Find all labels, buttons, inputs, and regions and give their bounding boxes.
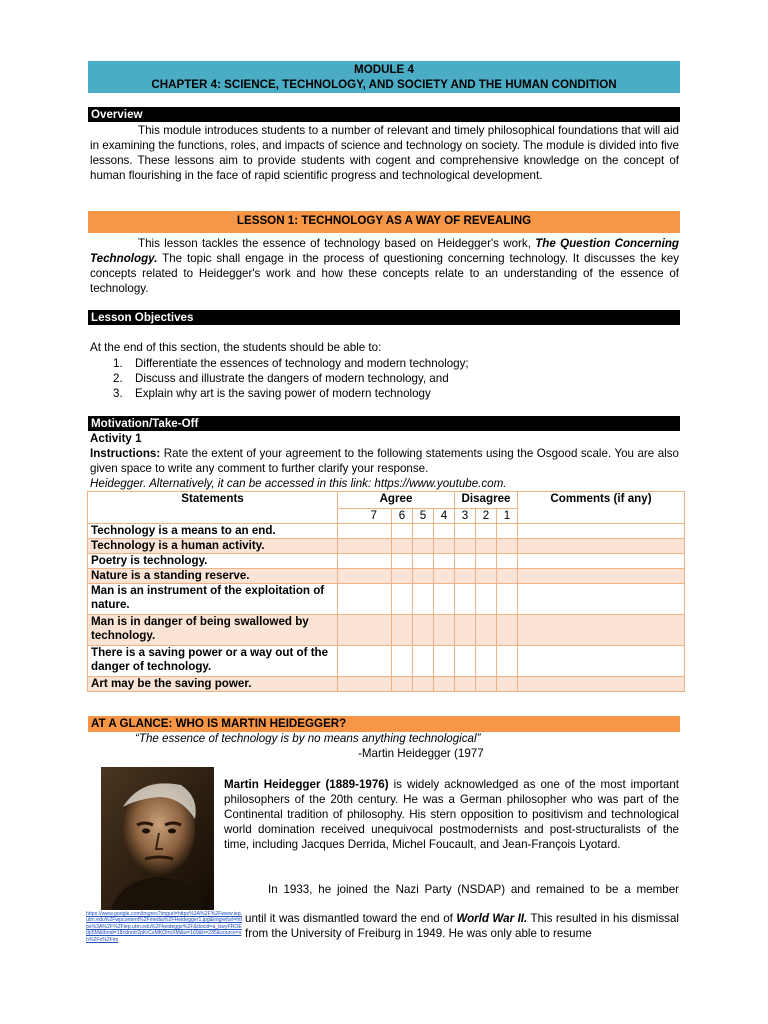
rating-cell[interactable] xyxy=(413,554,434,569)
rating-cell[interactable] xyxy=(434,677,455,692)
rating-cell[interactable] xyxy=(338,569,392,584)
rating-cell[interactable] xyxy=(338,584,392,615)
statement-cell: Man is an instrument of the exploitation of nature. xyxy=(88,584,338,615)
table-row xyxy=(88,554,685,569)
lesson1-heading: LESSON 1: TECHNOLOGY AS A WAY OF REVEALING xyxy=(88,211,680,233)
header-agree: Agree xyxy=(338,492,455,509)
lesson1-intro-text-cont: The topic shall engage in the process of questioning concerning technology. It discusses the key concepts related to Heidegger's work and how these concepts relate to an understanding of the essence of technology. xyxy=(90,252,679,295)
rating-cell[interactable] xyxy=(392,615,413,646)
rating-cell[interactable] xyxy=(455,677,476,692)
rating-cell[interactable] xyxy=(497,615,518,646)
rating-cell[interactable] xyxy=(497,539,518,554)
rating-cell[interactable] xyxy=(497,569,518,584)
statement-cell: Technology is a means to an end. xyxy=(88,524,338,539)
rating-cell[interactable] xyxy=(392,569,413,584)
rating-cell[interactable] xyxy=(338,524,392,539)
rating-cell[interactable] xyxy=(476,539,497,554)
rating-cell[interactable] xyxy=(434,569,455,584)
rating-cell[interactable] xyxy=(413,615,434,646)
scale-value: 3 xyxy=(455,509,476,524)
lesson1-intro-text: This lesson tackles the essence of technology based on Heidegger's work, xyxy=(138,237,536,250)
lesson1-intro xyxy=(90,236,679,296)
statement-cell: Art may be the saving power. xyxy=(88,677,338,692)
rating-cell[interactable] xyxy=(497,584,518,615)
statement-cell: Man is in danger of being swallowed by technology. xyxy=(88,615,338,646)
scale-value: 6 xyxy=(392,509,413,524)
header-statements: Statements xyxy=(88,492,338,524)
rating-cell[interactable] xyxy=(413,524,434,539)
rating-cell[interactable] xyxy=(497,646,518,677)
objectives-list xyxy=(113,356,673,401)
activity-instructions: Instructions: Rate the extent of your agreement to the following statements using the Osgood scale. You are also given space to write any comment to further clarify your response. xyxy=(90,447,679,475)
comment-cell[interactable] xyxy=(518,615,685,646)
rating-cell[interactable] xyxy=(476,524,497,539)
rating-cell[interactable] xyxy=(392,646,413,677)
comment-cell[interactable] xyxy=(518,584,685,615)
rating-cell[interactable] xyxy=(497,524,518,539)
rating-cell[interactable] xyxy=(455,569,476,584)
rating-cell[interactable] xyxy=(434,615,455,646)
activity-title: Activity 1 xyxy=(90,432,142,445)
table-row xyxy=(88,524,685,539)
scale-value: 1 xyxy=(497,509,518,524)
heidegger-quote: “The essence of technology is by no means anything technological” xyxy=(135,732,481,745)
rating-cell[interactable] xyxy=(455,646,476,677)
module-header xyxy=(88,61,680,93)
chapter-title: CHAPTER 4: SCIENCE, TECHNOLOGY, AND SOCIETY AND THE HUMAN CONDITION xyxy=(151,78,617,91)
osgood-scale-table xyxy=(87,491,685,692)
rating-cell[interactable] xyxy=(392,554,413,569)
rating-cell[interactable] xyxy=(434,524,455,539)
rating-cell[interactable] xyxy=(413,584,434,615)
rating-cell[interactable] xyxy=(392,584,413,615)
scale-value: 7 xyxy=(338,509,392,524)
rating-cell[interactable] xyxy=(338,677,392,692)
rating-cell[interactable] xyxy=(476,569,497,584)
rating-cell[interactable] xyxy=(455,615,476,646)
rating-cell[interactable] xyxy=(455,554,476,569)
rating-cell[interactable] xyxy=(476,584,497,615)
rating-cell[interactable] xyxy=(455,539,476,554)
statement-cell: Nature is a standing reserve. xyxy=(88,569,338,584)
overview-text: This module introduces students to a number of relevant and timely philosophical foundations that will aid in examining the functions, roles, and impacts of science and technology on society. The module is divided into five lessons. These lessons aim to provide students with cogent and comprehensive knowledge on the concept of human flourishing in the face of rapid scientific progress and technological development. xyxy=(90,124,679,182)
comment-cell[interactable] xyxy=(518,646,685,677)
rating-cell[interactable] xyxy=(413,569,434,584)
table-row xyxy=(88,677,685,692)
activity-note: Heidegger. Alternatively, it can be accessed in this link: https://www.youtube.com. xyxy=(90,477,507,490)
scale-value: 5 xyxy=(413,509,434,524)
heidegger-bio: Martin Heidegger (1889-1976) is widely acknowledged as one of the most important philosophers of the 20th century. He was a German philosopher who was part of the Continental tradition of philosophy. His stern opposition to positivism and technological world domination received unequivocal postmodernists and post-structuralists of the time, including Jacques Derrida, Michel Foucault, and Jean-François Lyotard. xyxy=(224,778,679,851)
statement-cell: Poetry is technology. xyxy=(88,554,338,569)
rating-cell[interactable] xyxy=(338,646,392,677)
table-row xyxy=(88,539,685,554)
rating-cell[interactable] xyxy=(413,646,434,677)
comment-cell[interactable] xyxy=(518,677,685,692)
rating-cell[interactable] xyxy=(434,584,455,615)
rating-cell[interactable] xyxy=(434,554,455,569)
scale-value: 4 xyxy=(434,509,455,524)
bio-name: Martin Heidegger (1889-1976) xyxy=(224,778,389,791)
module-title: MODULE 4 xyxy=(354,63,414,76)
statement-cell: There is a saving power or a way out of the danger of technology. xyxy=(88,646,338,677)
rating-cell[interactable] xyxy=(455,524,476,539)
glance-heading: AT A GLANCE: WHO IS MARTIN HEIDEGGER? xyxy=(88,716,680,732)
header-comments: Comments (if any) xyxy=(518,492,685,524)
image-source-link[interactable]: https://www.google.com/imgres?imgurl=https%3A%2F%2Fwww.iep.utm.edu%2Fwpcontent%2Fmedia%2FHeidegger1.jpg&imgrefurl=https%3A%2F%2Fiep.utm.edu%2Fheidegge%2F&docid=a_bwyFROEdp5M&tbnid=18cdnrdr2pKrCxMKOtrsXM&w=169&h=235&source=sh%2Fx%2Fim xyxy=(86,911,243,943)
rating-cell[interactable] xyxy=(338,554,392,569)
rating-cell[interactable] xyxy=(413,539,434,554)
rating-cell[interactable] xyxy=(392,677,413,692)
objective-item: 3. Explain why art is the saving power of modern technology xyxy=(113,387,431,400)
table-row xyxy=(88,569,685,584)
rating-cell[interactable] xyxy=(476,646,497,677)
portrait-image xyxy=(101,767,214,910)
rating-cell[interactable] xyxy=(338,615,392,646)
rating-cell[interactable] xyxy=(497,677,518,692)
rating-cell[interactable] xyxy=(413,677,434,692)
objectives-lead: At the end of this section, the students should be able to: xyxy=(90,341,382,354)
rating-cell[interactable] xyxy=(392,524,413,539)
objective-item: 2. Discuss and illustrate the dangers of modern technology, and xyxy=(113,372,449,385)
table-row xyxy=(88,646,685,677)
rating-cell[interactable] xyxy=(392,539,413,554)
rating-cell[interactable] xyxy=(434,539,455,554)
statement-cell: Technology is a human activity. xyxy=(88,539,338,554)
header-disagree: Disagree xyxy=(455,492,518,509)
scale-value: 2 xyxy=(476,509,497,524)
comment-cell[interactable] xyxy=(518,554,685,569)
comment-cell[interactable] xyxy=(518,539,685,554)
rating-cell[interactable] xyxy=(476,677,497,692)
comment-cell[interactable] xyxy=(518,524,685,539)
rating-cell[interactable] xyxy=(476,615,497,646)
overview-heading: Overview xyxy=(88,107,680,122)
motivation-heading: Motivation/Take-Off xyxy=(88,416,680,431)
table-row xyxy=(88,615,685,646)
comment-cell[interactable] xyxy=(518,569,685,584)
rating-cell[interactable] xyxy=(476,554,497,569)
lesson1-work-title: The Question Concerning Technology. xyxy=(90,237,679,265)
bio-paragraph-2: In 1933, he joined the Nazi Party (NSDAP) and remained to be a member xyxy=(268,883,679,896)
objective-item: 1. Differentiate the essences of technology and modern technology; xyxy=(113,357,469,370)
heidegger-portrait xyxy=(101,767,214,910)
objectives-heading: Lesson Objectives xyxy=(88,310,680,325)
rating-cell[interactable] xyxy=(338,539,392,554)
table-header-row xyxy=(88,492,685,509)
quote-attribution: -Martin Heidegger (1977 xyxy=(358,747,484,760)
rating-cell[interactable] xyxy=(497,554,518,569)
rating-cell[interactable] xyxy=(434,646,455,677)
rating-cell[interactable] xyxy=(455,584,476,615)
bio-paragraph-3: until it was dismantled toward the end of World War II. This resulted in his dismissal from the University of Freiburg in 1949. He was only able to resume xyxy=(245,912,679,940)
table-row xyxy=(88,584,685,615)
